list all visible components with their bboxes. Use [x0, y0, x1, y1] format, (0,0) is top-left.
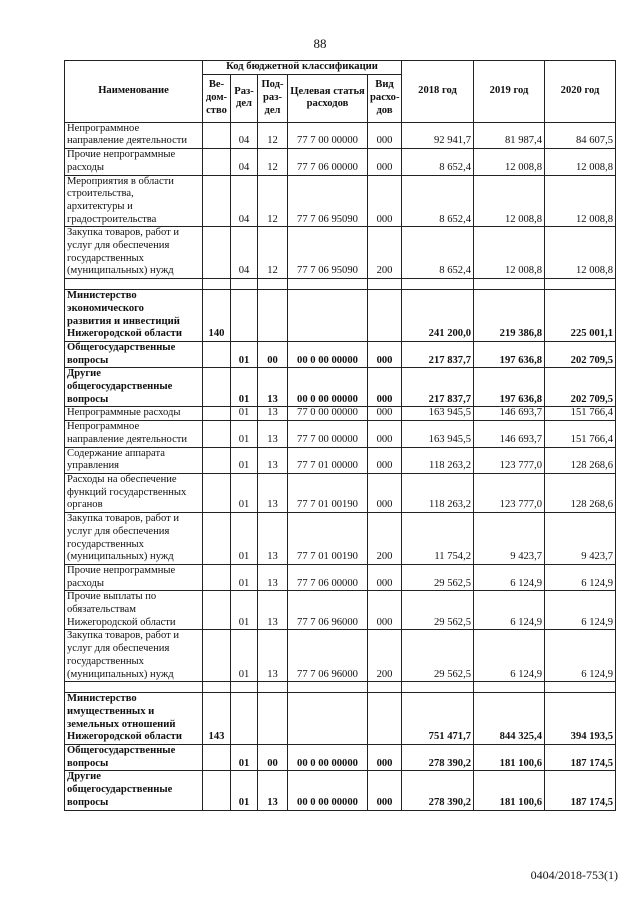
cell-vedomstvo	[203, 407, 231, 421]
cell-vedomstvo	[203, 745, 231, 771]
table-row	[65, 122, 616, 148]
cell-vedomstvo	[203, 564, 231, 590]
cell-vid: 000	[368, 149, 402, 175]
cell-vedomstvo	[203, 771, 231, 810]
cell-podrazdel: 13	[258, 407, 288, 421]
cell-podrazdel: 13	[258, 591, 288, 630]
cell-name: Министерство экономического развития и инвестиций Нижегородской области	[65, 290, 203, 342]
cell-name: Другие общегосударственные вопросы	[65, 771, 203, 810]
cell-podrazdel: 13	[258, 564, 288, 590]
empty-cell	[368, 682, 402, 693]
cell-target: 77 7 01 00000	[288, 447, 368, 473]
cell-2018: 751 471,7	[402, 693, 474, 745]
cell-target	[288, 290, 368, 342]
empty-cell	[474, 279, 545, 290]
table-row	[65, 771, 616, 810]
cell-vid: 000	[368, 473, 402, 512]
cell-vid: 000	[368, 407, 402, 421]
cell-2019: 197 636,8	[474, 341, 545, 367]
table-row	[65, 473, 616, 512]
header-podrazdel: Под- раз- дел	[258, 74, 288, 122]
cell-razdel: 01	[231, 368, 258, 407]
cell-2020: 202 709,5	[545, 368, 616, 407]
cell-2018: 278 390,2	[402, 745, 474, 771]
cell-target: 00 0 00 00000	[288, 368, 368, 407]
cell-podrazdel: 13	[258, 630, 288, 682]
cell-2020: 84 607,5	[545, 122, 616, 148]
cell-vedomstvo	[203, 513, 231, 565]
table-row	[65, 564, 616, 590]
header-name: Наименование	[65, 61, 203, 123]
empty-cell	[258, 682, 288, 693]
cell-target: 77 7 01 00190	[288, 473, 368, 512]
cell-target: 77 7 06 96000	[288, 591, 368, 630]
cell-2020: 394 193,5	[545, 693, 616, 745]
header-code-group: Код бюджетной классификации	[203, 61, 402, 75]
page-number: 88	[313, 36, 327, 51]
empty-cell	[203, 682, 231, 693]
cell-2018: 8 652,4	[402, 227, 474, 279]
cell-target: 00 0 00 00000	[288, 771, 368, 810]
cell-2019: 146 693,7	[474, 407, 545, 421]
cell-target: 77 7 06 00000	[288, 149, 368, 175]
cell-vid: 000	[368, 591, 402, 630]
cell-2020: 187 174,5	[545, 771, 616, 810]
cell-2018: 163 945,5	[402, 421, 474, 447]
cell-podrazdel	[258, 693, 288, 745]
table-row	[65, 513, 616, 565]
table-row	[65, 175, 616, 227]
cell-target: 77 7 06 95090	[288, 227, 368, 279]
cell-2018: 217 837,7	[402, 368, 474, 407]
budget-table	[64, 60, 616, 811]
cell-2018: 241 200,0	[402, 290, 474, 342]
cell-razdel: 01	[231, 407, 258, 421]
cell-podrazdel: 13	[258, 368, 288, 407]
table-row	[65, 693, 616, 745]
empty-cell	[545, 279, 616, 290]
empty-cell	[288, 682, 368, 693]
empty-cell	[474, 682, 545, 693]
empty-cell	[545, 682, 616, 693]
cell-2019: 9 423,7	[474, 513, 545, 565]
cell-razdel: 04	[231, 175, 258, 227]
cell-target: 77 7 00 00000	[288, 122, 368, 148]
cell-podrazdel: 13	[258, 513, 288, 565]
cell-name: Расходы на обеспечение функций государственных органов	[65, 473, 203, 512]
cell-vid: 000	[368, 368, 402, 407]
cell-target: 77 7 06 95090	[288, 175, 368, 227]
cell-2018: 278 390,2	[402, 771, 474, 810]
cell-podrazdel: 12	[258, 149, 288, 175]
cell-2019: 6 124,9	[474, 564, 545, 590]
cell-podrazdel	[258, 290, 288, 342]
cell-vedomstvo	[203, 447, 231, 473]
table-row	[65, 227, 616, 279]
table-row	[65, 368, 616, 407]
cell-vid: 200	[368, 630, 402, 682]
cell-2019: 12 008,8	[474, 149, 545, 175]
cell-razdel	[231, 693, 258, 745]
cell-podrazdel: 13	[258, 447, 288, 473]
cell-2019: 123 777,0	[474, 447, 545, 473]
cell-name: Мероприятия в области строительства, архитектуры и градостроительства	[65, 175, 203, 227]
cell-2020: 9 423,7	[545, 513, 616, 565]
empty-cell	[288, 279, 368, 290]
table-row	[65, 341, 616, 367]
header-razdel: Раз- дел	[231, 74, 258, 122]
cell-target: 77 7 00 00000	[288, 421, 368, 447]
cell-vedomstvo	[203, 630, 231, 682]
table-row	[65, 407, 616, 421]
cell-vid: 000	[368, 341, 402, 367]
cell-name: Закупка товаров, работ и услуг для обеспечения государственных (муниципальных) нужд	[65, 513, 203, 565]
cell-2018: 163 945,5	[402, 407, 474, 421]
cell-2020: 6 124,9	[545, 630, 616, 682]
cell-2019: 181 100,6	[474, 771, 545, 810]
cell-name: Непрограммные расходы	[65, 407, 203, 421]
empty-cell	[368, 279, 402, 290]
table-header	[65, 61, 616, 123]
cell-vid: 000	[368, 122, 402, 148]
cell-2019: 6 124,9	[474, 591, 545, 630]
cell-2019: 81 987,4	[474, 122, 545, 148]
header-2019: 2019 год	[474, 61, 545, 123]
cell-razdel: 04	[231, 149, 258, 175]
cell-2020: 202 709,5	[545, 341, 616, 367]
empty-cell	[258, 279, 288, 290]
empty-cell	[231, 682, 258, 693]
cell-2020: 151 766,4	[545, 421, 616, 447]
header-2020: 2020 год	[545, 61, 616, 123]
cell-2018: 8 652,4	[402, 149, 474, 175]
cell-razdel: 01	[231, 341, 258, 367]
cell-vedomstvo	[203, 368, 231, 407]
cell-2020: 12 008,8	[545, 149, 616, 175]
empty-cell	[402, 682, 474, 693]
cell-target: 77 7 06 00000	[288, 564, 368, 590]
cell-vedomstvo	[203, 421, 231, 447]
cell-name: Непрограммное направление деятельности	[65, 122, 203, 148]
table-row	[65, 745, 616, 771]
cell-2018: 29 562,5	[402, 591, 474, 630]
cell-2020: 187 174,5	[545, 745, 616, 771]
cell-2018: 11 754,2	[402, 513, 474, 565]
cell-vedomstvo	[203, 149, 231, 175]
cell-target: 00 0 00 00000	[288, 341, 368, 367]
cell-name: Закупка товаров, работ и услуг для обеспечения государственных (муниципальных) нужд	[65, 227, 203, 279]
cell-name: Прочие выплаты по обязательствам Нижегородской области	[65, 591, 203, 630]
cell-razdel: 01	[231, 630, 258, 682]
cell-2020: 128 268,6	[545, 473, 616, 512]
cell-vedomstvo	[203, 122, 231, 148]
cell-2019: 6 124,9	[474, 630, 545, 682]
cell-2020: 12 008,8	[545, 227, 616, 279]
cell-vid: 000	[368, 421, 402, 447]
cell-2020: 225 001,1	[545, 290, 616, 342]
cell-2019: 12 008,8	[474, 227, 545, 279]
table-row	[65, 149, 616, 175]
cell-vedomstvo	[203, 591, 231, 630]
empty-cell	[203, 279, 231, 290]
cell-podrazdel: 00	[258, 745, 288, 771]
cell-vid: 000	[368, 175, 402, 227]
cell-vedomstvo: 143	[203, 693, 231, 745]
cell-vedomstvo	[203, 175, 231, 227]
cell-vid: 000	[368, 771, 402, 810]
table-row	[65, 630, 616, 682]
empty-cell	[402, 279, 474, 290]
cell-vedomstvo: 140	[203, 290, 231, 342]
table-row	[65, 290, 616, 342]
empty-cell	[65, 682, 203, 693]
cell-name: Прочие непрограммные расходы	[65, 564, 203, 590]
table-body	[65, 122, 616, 810]
cell-podrazdel: 12	[258, 227, 288, 279]
spacer-row	[65, 682, 616, 693]
cell-2019: 197 636,8	[474, 368, 545, 407]
cell-2019: 219 386,8	[474, 290, 545, 342]
cell-vedomstvo	[203, 341, 231, 367]
cell-target: 77 7 01 00190	[288, 513, 368, 565]
cell-2019: 146 693,7	[474, 421, 545, 447]
cell-name: Прочие непрограммные расходы	[65, 149, 203, 175]
cell-razdel: 01	[231, 447, 258, 473]
cell-2020: 151 766,4	[545, 407, 616, 421]
cell-2019: 12 008,8	[474, 175, 545, 227]
cell-razdel: 04	[231, 122, 258, 148]
cell-2018: 118 263,2	[402, 473, 474, 512]
header-vedomstvo: Ве- дом- ство	[203, 74, 231, 122]
cell-razdel: 01	[231, 513, 258, 565]
table-row	[65, 421, 616, 447]
cell-podrazdel: 13	[258, 421, 288, 447]
cell-razdel: 01	[231, 473, 258, 512]
cell-2020: 6 124,9	[545, 564, 616, 590]
cell-name: Закупка товаров, работ и услуг для обеспечения государственных (муниципальных) нужд	[65, 630, 203, 682]
cell-vid: 000	[368, 745, 402, 771]
table-row	[65, 591, 616, 630]
cell-2018: 8 652,4	[402, 175, 474, 227]
cell-vid	[368, 693, 402, 745]
cell-razdel: 04	[231, 227, 258, 279]
cell-razdel: 01	[231, 745, 258, 771]
cell-2018: 29 562,5	[402, 564, 474, 590]
cell-podrazdel: 13	[258, 771, 288, 810]
cell-razdel: 01	[231, 771, 258, 810]
cell-2020: 12 008,8	[545, 175, 616, 227]
cell-razdel	[231, 290, 258, 342]
cell-podrazdel: 00	[258, 341, 288, 367]
cell-podrazdel: 12	[258, 175, 288, 227]
cell-target: 77 0 00 00000	[288, 407, 368, 421]
cell-2020: 128 268,6	[545, 447, 616, 473]
cell-razdel: 01	[231, 591, 258, 630]
cell-2020: 6 124,9	[545, 591, 616, 630]
cell-name: Содержание аппарата управления	[65, 447, 203, 473]
header-vid: Вид расхо- дов	[368, 74, 402, 122]
cell-razdel: 01	[231, 564, 258, 590]
table-row	[65, 447, 616, 473]
cell-name: Общегосударственные вопросы	[65, 341, 203, 367]
cell-vid	[368, 290, 402, 342]
cell-target: 00 0 00 00000	[288, 745, 368, 771]
document-code: 0404/2018-753(1)	[530, 868, 618, 882]
cell-podrazdel: 12	[258, 122, 288, 148]
cell-vid: 200	[368, 513, 402, 565]
cell-name: Непрограммное направление деятельности	[65, 421, 203, 447]
cell-2018: 92 941,7	[402, 122, 474, 148]
cell-2018: 217 837,7	[402, 341, 474, 367]
cell-name: Другие общегосударственные вопросы	[65, 368, 203, 407]
header-target: Целевая статья расходов	[288, 74, 368, 122]
cell-podrazdel: 13	[258, 473, 288, 512]
cell-target	[288, 693, 368, 745]
header-2018: 2018 год	[402, 61, 474, 123]
cell-2019: 123 777,0	[474, 473, 545, 512]
cell-vedomstvo	[203, 227, 231, 279]
spacer-row	[65, 279, 616, 290]
cell-vid: 000	[368, 564, 402, 590]
cell-name: Общегосударственные вопросы	[65, 745, 203, 771]
empty-cell	[231, 279, 258, 290]
cell-2018: 118 263,2	[402, 447, 474, 473]
cell-vid: 200	[368, 227, 402, 279]
cell-target: 77 7 06 96000	[288, 630, 368, 682]
cell-vid: 000	[368, 447, 402, 473]
cell-name: Министерство имущественных и земельных отношений Нижегородской области	[65, 693, 203, 745]
empty-cell	[65, 279, 203, 290]
cell-2019: 844 325,4	[474, 693, 545, 745]
cell-2018: 29 562,5	[402, 630, 474, 682]
cell-razdel: 01	[231, 421, 258, 447]
cell-2019: 181 100,6	[474, 745, 545, 771]
cell-vedomstvo	[203, 473, 231, 512]
